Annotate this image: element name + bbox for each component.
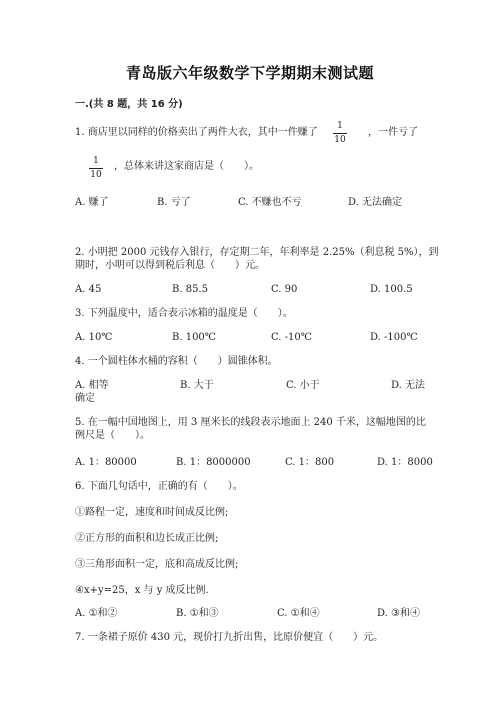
- q5-text-line2: 例尺是（ ）。: [75, 430, 150, 441]
- q6-statement-1: ①路程一定，速度和时间成反比例;: [75, 507, 229, 518]
- section-heading: 一.(共 8 题，共 16 分): [75, 99, 183, 110]
- q5-option-c[interactable]: C. 1：800: [285, 457, 335, 468]
- q6-option-b[interactable]: B. ①和③: [176, 608, 219, 619]
- q5-option-b[interactable]: B. 1：8000000: [176, 457, 251, 468]
- q1-option-b[interactable]: B. 亏了: [157, 197, 191, 208]
- q1-fraction-1-den: 10: [334, 135, 346, 145]
- q6-statement-3: ③三角形面积一定，底和高成反比例;: [75, 559, 239, 570]
- q2-option-c[interactable]: C. 90: [271, 284, 298, 295]
- q6-statement-2: ②正方形的面积和边长成正比例;: [75, 533, 219, 544]
- q3-option-c[interactable]: C. -10℃: [271, 332, 312, 343]
- q3-text: 3. 下列温度中，适合表示冰箱的温度是（ ）。: [75, 308, 293, 319]
- q6-text: 6. 下面几句话中，正确的有（ ）。: [75, 481, 243, 492]
- q4-option-d[interactable]: D. 无法: [391, 380, 426, 391]
- q4-option-c[interactable]: C. 小于: [286, 380, 320, 391]
- q6-option-d[interactable]: D. ③和④: [377, 608, 420, 619]
- q3-option-a[interactable]: A. 10℃: [75, 332, 113, 343]
- q2-text-line2: 期时，小明可以得到税后利息（ ）元。: [75, 260, 265, 271]
- q4-option-d-wrap: 确定: [75, 393, 95, 404]
- q1-fraction-2-den: 10: [90, 170, 102, 180]
- q6-option-a[interactable]: A. ①和②: [75, 608, 118, 619]
- fraction-bar: [333, 133, 347, 134]
- q1-option-a[interactable]: A. 赚了: [75, 197, 109, 208]
- q1-fraction-2: [89, 156, 103, 181]
- q1-text-b: ，一件亏了: [368, 127, 418, 138]
- q1-fraction-2-num: 1: [93, 156, 99, 166]
- q5-option-d[interactable]: D. 1：8000: [377, 457, 433, 468]
- q5-option-a[interactable]: A. 1：80000: [75, 457, 137, 468]
- q2-option-a[interactable]: A. 45: [75, 284, 102, 295]
- page-title: 青岛版六年级数学下学期期末测试题: [125, 64, 374, 82]
- q1-option-c[interactable]: C. 不赚也不亏: [238, 197, 302, 208]
- q2-text-line1: 2. 小明把 2000 元钱存入银行，存定期二年，年利率是 2.25%（利息税 5%），到: [75, 247, 439, 258]
- q1-option-d[interactable]: D. 无法确定: [348, 197, 403, 208]
- q4-option-b[interactable]: B. 大于: [180, 380, 214, 391]
- q1-fraction-1-num: 1: [337, 121, 343, 131]
- q2-option-b[interactable]: B. 85.5: [172, 284, 208, 295]
- q3-option-d[interactable]: D. -100℃: [370, 332, 418, 343]
- q5-text-line1: 5. 在一幅中国地图上，用 3 厘米长的线段表示地面上 240 千米，这幅地图的比: [75, 417, 426, 428]
- q6-statement-4: ④x+y=25，x 与 y 成反比例.: [75, 585, 209, 596]
- q3-option-b[interactable]: B. 100℃: [172, 332, 216, 343]
- q4-text: 4. 一个圆柱体水桶的容积（ ）圆锥体积。: [75, 356, 278, 367]
- q1-text-c: ，总体来讲这家商店是（ ）。: [114, 161, 259, 172]
- fraction-bar: [89, 168, 103, 169]
- q4-option-a[interactable]: A. 相等: [75, 380, 109, 391]
- q1-text-a: 1. 商店里以同样的价格卖出了两件大衣，其中一件赚了: [75, 127, 318, 138]
- q7-text: 7. 一条裙子原价 430 元，现价打九折出售，比原价便宜（ ）元。: [75, 632, 384, 643]
- q6-option-c[interactable]: C. ①和④: [277, 608, 320, 619]
- q1-fraction-1: [333, 121, 347, 146]
- q2-option-d[interactable]: D. 100.5: [370, 284, 413, 295]
